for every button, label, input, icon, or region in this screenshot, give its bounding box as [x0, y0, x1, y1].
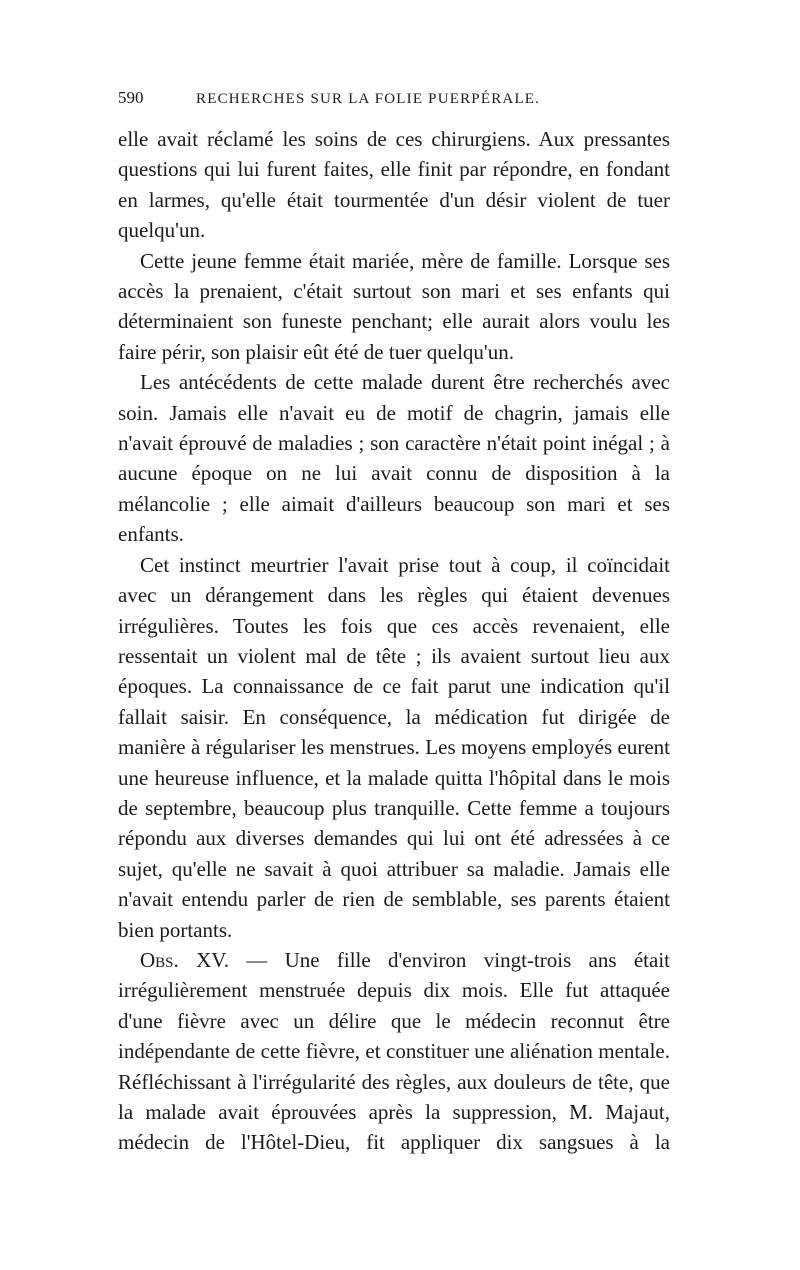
observation-label: Obs. XV.: [140, 947, 229, 972]
page-number: 590: [118, 88, 144, 107]
running-title: RECHERCHES SUR LA FOLIE PUERPÉRALE.: [196, 91, 541, 107]
paragraph-antecedents: Les antécédents de cette malade durent être recherchés avec soin. Jamais elle n'avait eu de motif de chagrin, jamais elle n'avait éprouvé de maladies ; son caractère n'était point inégal ; à aucune époque on ne lui avait connu de disposition à la mélancolie ; elle aimait d'ailleurs beaucoup son mari et ses enfants.: [118, 370, 670, 547]
observation-text: — Une fille d'environ vingt-trois ans était irrégulièrement menstruée depuis dix mois. Elle fut attaquée d'une fièvre avec un délire que le médecin reconnut être indépendante de cette fièvre, et constituer une aliénation mentale. Réfléchissant à l'irrégularité des règles, aux douleurs de tête, que la malade avait éprouvées après la suppression, M. Majaut, médecin de l'Hôtel-Dieu, fit appliquer dix sangsues à la: [118, 947, 670, 1155]
book-page: [118, 88, 670, 1158]
paragraph-observation-xv: [118, 945, 670, 1158]
paragraph-continuation: elle avait réclamé les soins de ces chirurgiens. Aux pressantes questions qui lui furent faites, elle finit par répondre, en fondant en larmes, qu'elle était tourmentée d'un désir violent de tuer quelqu'un.: [118, 127, 670, 243]
paragraph-married-woman: Cette jeune femme était mariée, mère de famille. Lorsque ses accès la prenaient, c'était surtout son mari et ses enfants qui déterminaient son funeste penchant; elle aurait alors voulu les faire périr, son plaisir eût été de tuer quelqu'un.: [118, 248, 670, 364]
running-head: [118, 88, 670, 124]
body-text: [118, 124, 670, 1158]
paragraph-instinct: Cet instinct meurtrier l'avait prise tout à coup, il coïncidait avec un dérangement dans les règles qui étaient devenues irrégulières. Toutes les fois que ces accès revenaient, elle ressentait un violent mal de tête ; ils avaient surtout lieu aux époques. La connaissance de ce fait parut une indication qu'il fallait saisir. En conséquence, la médication fut dirigée de manière à régulariser les menstrues. Les moyens employés eurent une heureuse influence, et la malade quitta l'hôpital dans le mois de septembre, beaucoup plus tranquille. Cette femme a toujours répondu aux diverses demandes qui lui ont été adressées à ce sujet, qu'elle ne savait à quoi attribuer sa maladie. Jamais elle n'avait entendu parler de rien de semblable, ses parents étaient bien portants.: [118, 552, 670, 942]
